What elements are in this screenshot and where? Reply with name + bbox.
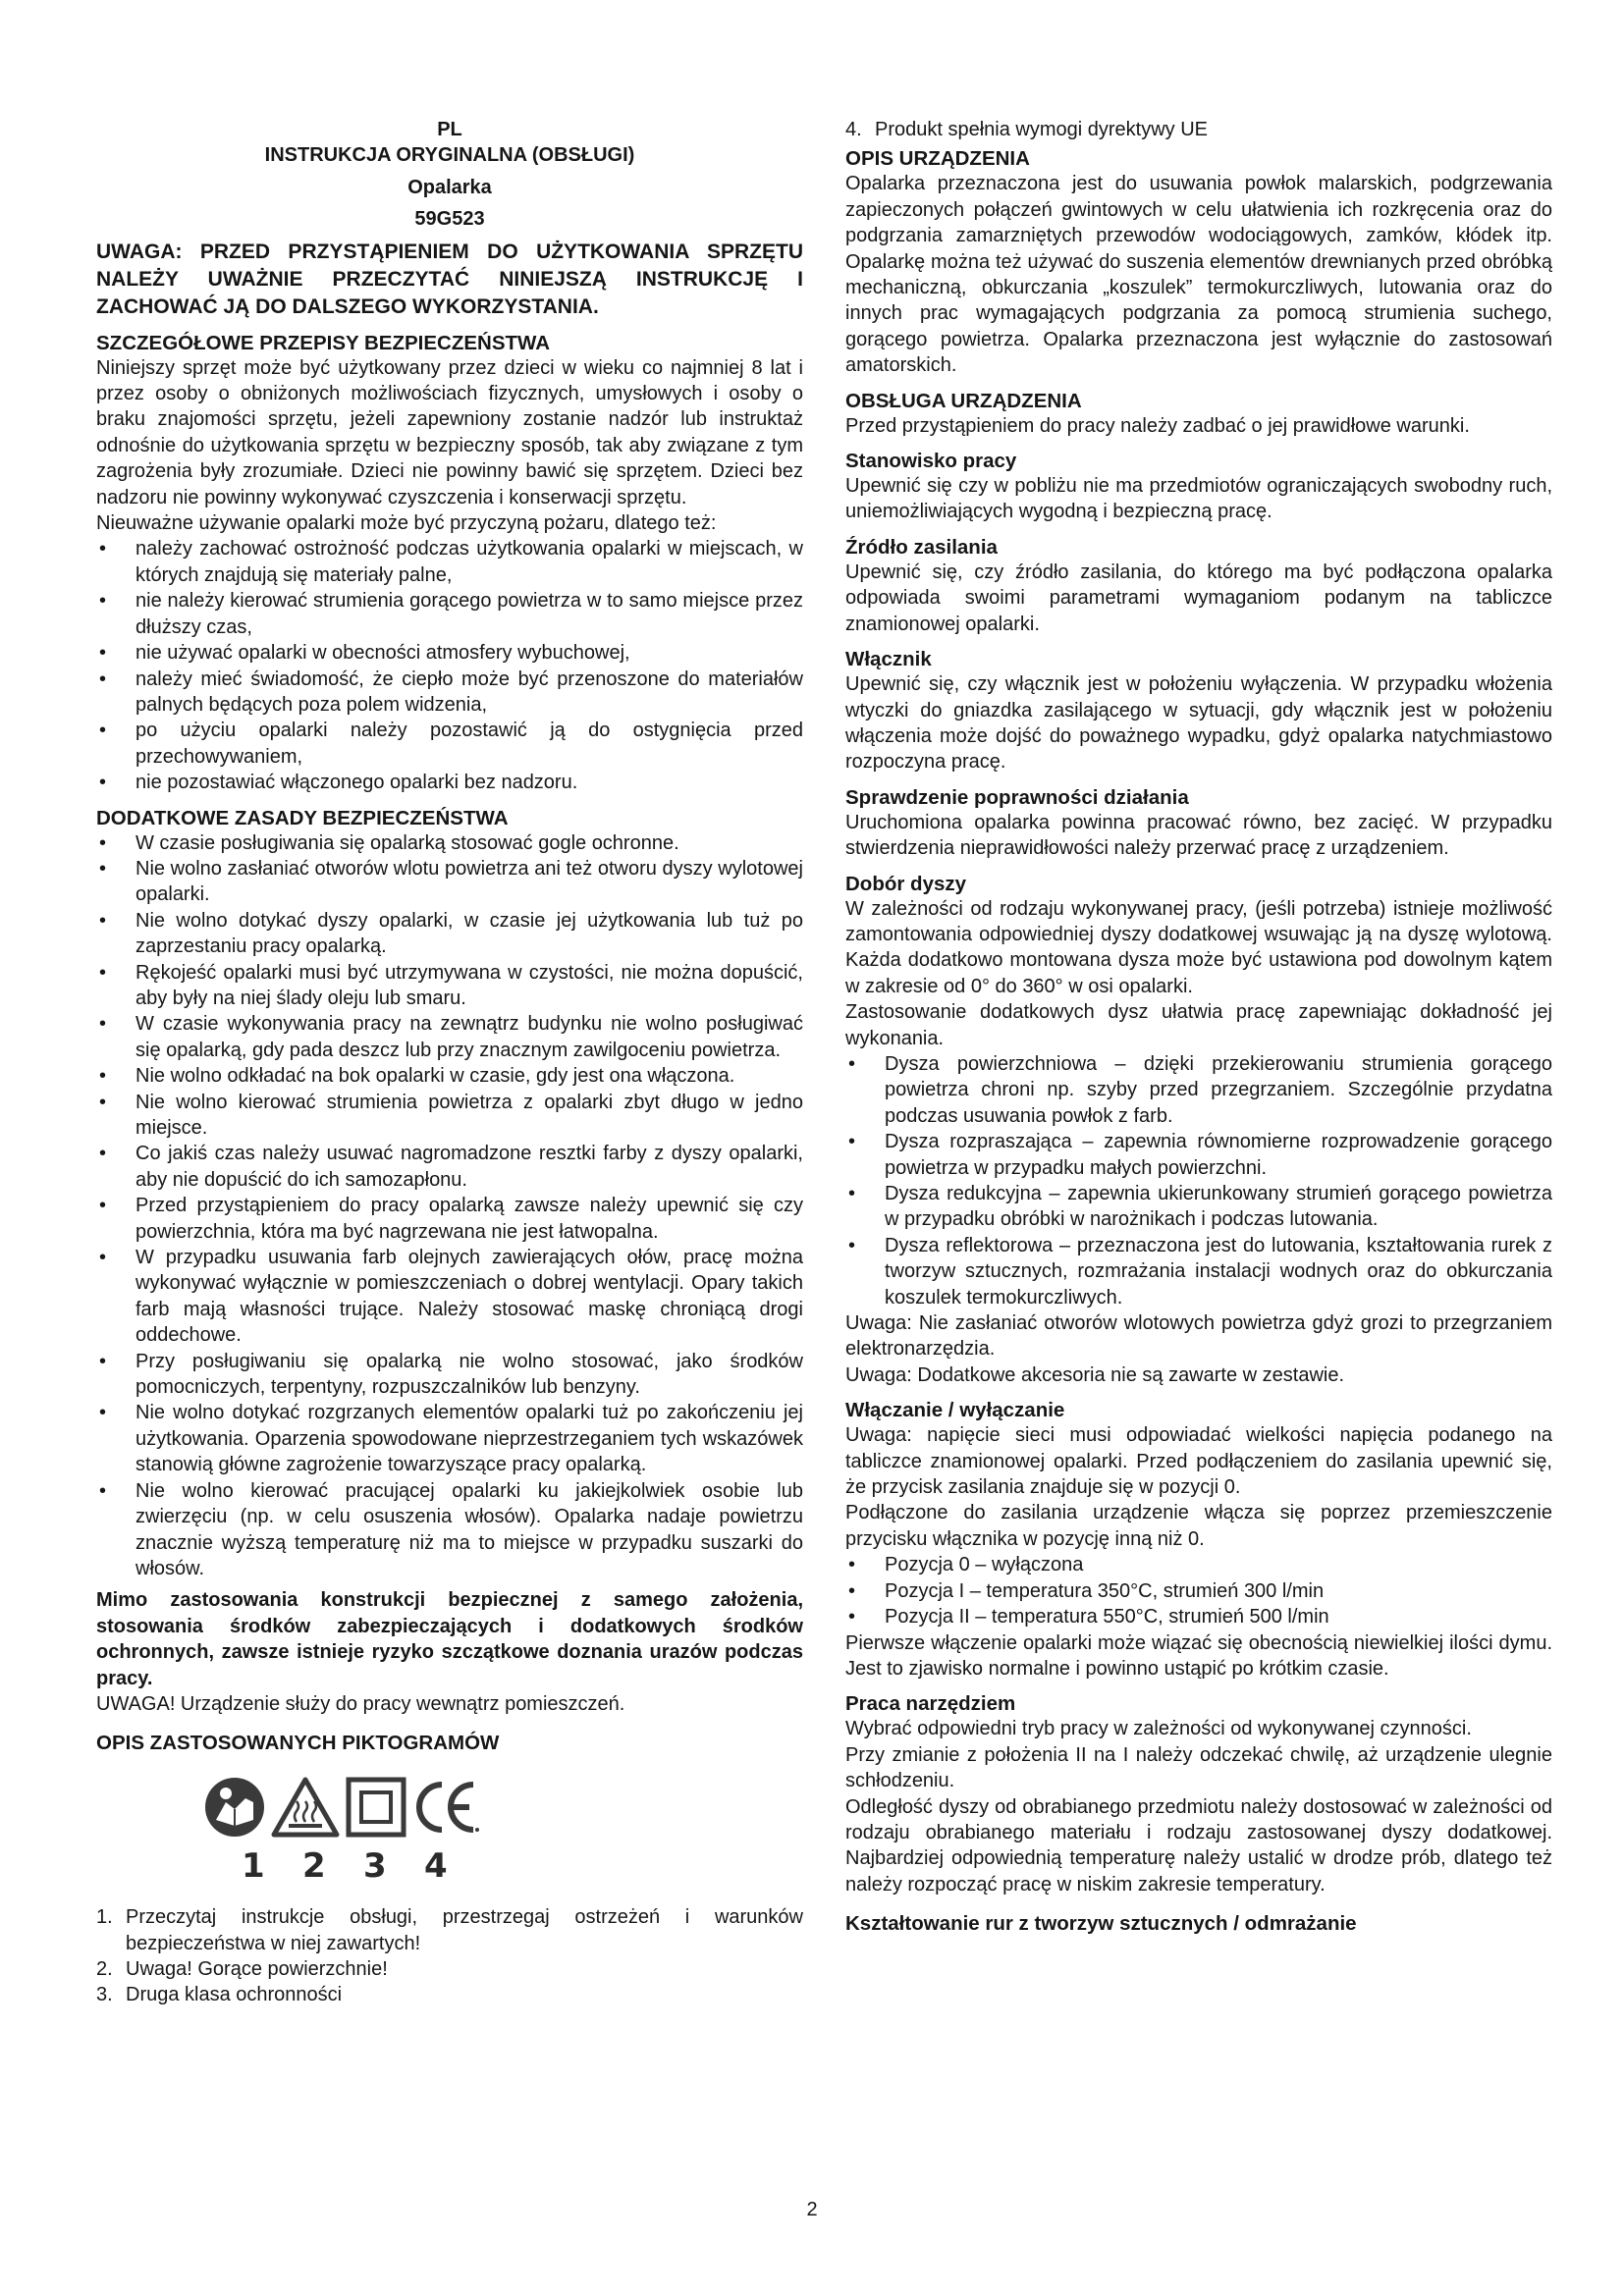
power-text: Upewnić się, czy źródło zasilania, do którego ma być podłączona opalarka odpowiada swoimi parametrami wymaganiom podanym na tabliczce znamionowej opalarki. — [845, 561, 1552, 635]
pictogram-desc — [845, 117, 1552, 142]
list-item: • Przed przystąpieniem do pracy opalarką zawsze należy upewnić się czy powierzchnia, która ma być nagrzewana nie jest łatwopalna. — [96, 1193, 803, 1245]
list-item: • Nie wolno odkładać na bok opalarki w czasie, gdy jest ona włączona. — [96, 1063, 803, 1089]
pictogram-number: 3 — [363, 1845, 387, 1886]
list-item: • nie pozostawiać włączonego opalarki bez nadzoru. — [96, 770, 803, 795]
list-item: • Dysza reflektorowa – przeznaczona jest do lutowania, kształtowania rurek z tworzyw sztucznych, rozmrażania instalacji wodnych oraz do obkurczania koszulek termokurczliwych. — [845, 1233, 1552, 1310]
class-ii-icon — [346, 1777, 406, 1844]
operation-title: OBSŁUGA URZĄDZENIA — [845, 389, 1082, 412]
pictogram-desc-num: 3. — [96, 1984, 113, 2006]
list-item: • Nie wolno kierować pracującej opalarki ku jakiejkolwiek osobie lub zwierzęciu (np. w celu osuszenia włosów). Opalarka nadaje powietrzu znacznie wyższą temperaturę niż ma to miejsce w przypadku suszarki do włosów. — [96, 1478, 803, 1582]
list-item: • Nie wolno dotykać dyszy opalarki, w czasie jej użytkowania lub tuż po zaprzestaniu pracy opalarką. — [96, 908, 803, 960]
pictogram-row — [204, 1777, 803, 1844]
nozzle-note: Uwaga: Dodatkowe akcesoria nie są zawarte w zestawie. — [845, 1363, 1345, 1386]
list-item: • po użyciu opalarki należy pozostawić ją do ostygnięcia przed przechowywaniem, — [96, 718, 803, 770]
safety-intro: Niniejszy sprzęt może być użytkowany przez dzieci w wieku co najmniej 8 lat i przez osoby o obniżonych możliwościach fizycznych, umysłowych i osoby o braku znajomości sprzętu, jeżeli zapewniony zostanie nadzór lub instruktaż odnośnie do użytkowania sprzętu w bezpieczny sposób, tak aby związane z tym zagrożenia były zrozumiałe. Dzieci nie powinny bawić się sprzętem. Dzieci bez nadzoru nie powinny wykonywać czyszczenia i konserwacji sprzętu. — [96, 356, 803, 508]
pictogram-desc — [96, 1956, 803, 1982]
onoff-title: Włączanie / wyłączanie — [845, 1399, 1065, 1422]
pictogram-desc-text: Uwaga! Gorące powierzchnie! — [126, 1957, 388, 1980]
right-column — [845, 117, 1552, 1936]
operation-intro: Przed przystąpieniem do pracy należy zadbać o jej prawidłowe warunki. — [845, 414, 1470, 437]
additional-title: DODATKOWE ZASADY BEZPIECZEŃSTWA — [96, 806, 509, 829]
indoor-note: UWAGA! Urządzenie służy do pracy wewnątrz pomieszczeń. — [96, 1692, 625, 1715]
hot-surface-icon — [271, 1777, 340, 1844]
safety-lead: Nieuważne używanie opalarki może być przyczyną pożaru, dlatego też: — [96, 512, 717, 535]
list-item: • W czasie wykonywania pracy na zewnątrz budynku nie wolno posługiwać się opalarką, gdy pada deszcz lub przy znacznym zawilgoceniu powietrza. — [96, 1011, 803, 1063]
model-number: 59G523 — [414, 208, 485, 231]
work-title: Praca narzędziem — [845, 1692, 1016, 1716]
shaping-title: Kształtowanie rur z tworzyw sztucznych / odmrażanie — [845, 1912, 1357, 1936]
residual-risk: Mimo zastosowania konstrukcji bezpiecznej z samego założenia, stosowania środków zabezpieczających i dodatkowych środków ochronnych, zawsze istnieje ryzyko szczątkowe doznania urazów podczas pracy. — [96, 1589, 803, 1689]
additional-list — [96, 830, 803, 1582]
list-item: • Rękojeść opalarki musi być utrzymywana w czystości, nie można dopuścić, aby były na niej ślady oleju lub smaru. — [96, 960, 803, 1012]
work-text: Odległość dyszy od obrabianego przedmiotu należy dostosować w zależności od rodzaju obrabianego materiału i rodzaju zastosowanej dyszy dodatkowej. Najbardziej odpowiednią temperaturę należy ustalić w drodze prób, dlatego też należy rozpocząć pracę w niskim zakresie temperatury. — [845, 1795, 1552, 1896]
ce-mark-icon — [412, 1777, 481, 1844]
list-item: • W czasie posługiwania się opalarką stosować gogle ochronne. — [96, 830, 803, 856]
pictograms-title: OPIS ZASTOSOWANYCH PIKTOGRAMÓW — [96, 1732, 500, 1755]
pictogram-desc — [96, 1982, 803, 2007]
list-item: • Dysza powierzchniowa – dzięki przekierowaniu strumienia gorącego powietrza chroni np. szyby przed przegrzaniem. Szczególnie przydatna podczas usuwania powłok z farb. — [845, 1051, 1552, 1129]
workplace-title: Stanowisko pracy — [845, 450, 1017, 473]
list-item: • należy zachować ostrożność podczas użytkowania opalarki w miejscach, w których znajdują się materiały palne, — [96, 536, 803, 588]
list-item: • Dysza rozpraszająca – zapewnia równomierne rozprowadzenie gorącego powietrza w przypadku małych powierzchni. — [845, 1129, 1552, 1181]
nozzle-text: W zależności od rodzaju wykonywanej pracy, (jeśli potrzeba) istnieje możliwość zamontowania odpowiedniej dyszy dodatkowej wsuwając ją na dyszę wylotową. Każda dodatkowo montowana dysza może być ustawiona pod dowolnym kątem w zakresie od 0° do 360° w osi opalarki. — [845, 897, 1552, 997]
pictogram-number: 1 — [242, 1845, 265, 1886]
onoff-text: Pierwsze włączenie opalarki może wiązać się obecnością niewielkiej ilości dymu. Jest to zjawisko normalne i powinno ustąpić po krótkim czasie. — [845, 1631, 1552, 1680]
read-manual-icon — [204, 1777, 265, 1844]
left-column — [96, 117, 803, 2008]
list-item: • nie używać opalarki w obecności atmosfery wybuchowej, — [96, 640, 803, 666]
pictogram-desc — [96, 1904, 803, 1956]
list-item: • Pozycja I – temperatura 350°C, strumień 300 l/min — [845, 1578, 1552, 1604]
list-item: • Przy posługiwaniu się opalarką nie wolno stosować, jako środków pomocniczych, terpentyny, rozpuszczalników lub benzyny. — [96, 1349, 803, 1401]
check-text: Uruchomiona opalarka powinna pracować równo, bez zacięć. W przypadku stwierdzenia nieprawidłowości należy przerwać pracę z urządzeniem. — [845, 811, 1552, 860]
product-name: Opalarka — [407, 176, 492, 198]
work-text: Przy zmianie z położenia II na I należy odczekać chwilę, aż urządzenie ulegnie schłodzeniu. — [845, 1743, 1552, 1792]
list-item: • Nie wolno kierować strumienia powietrza z opalarki zbyt długo w jedno miejsce. — [96, 1090, 803, 1142]
pictogram-number: 4 — [424, 1845, 448, 1886]
switch-title: Włącznik — [845, 648, 932, 671]
pictogram-desc-num: 1. — [96, 1906, 113, 1929]
nozzle-list — [845, 1051, 1552, 1310]
pictogram-desc-num: 2. — [96, 1957, 113, 1980]
page-number: 2 — [806, 2199, 818, 2220]
description-title: OPIS URZĄDZENIA — [845, 147, 1030, 171]
pictogram-desc-text: Druga klasa ochronności — [126, 1984, 343, 2006]
workplace-text: Upewnić się czy w pobliżu nie ma przedmiotów ograniczających swobodny ruch, uniemożliwiających wygodną i bezpieczną pracę. — [845, 475, 1552, 523]
list-item: • Nie wolno dotykać rozgrzanych elementów opalarki tuż po zakończeniu jej użytkowania. Oparzenia spowodowane nieprzestrzeganiem tych wskazówek stanowią główne zagrożenie towarzyszące pracy opalarką. — [96, 1400, 803, 1477]
pictogram-desc-text: Produkt spełnia wymogi dyrektywy UE — [875, 119, 1209, 140]
lang-code: PL — [437, 119, 462, 140]
doc-title: INSTRUKCJA ORYGINALNA (OBSŁUGI) — [264, 144, 635, 167]
list-item: • nie należy kierować strumienia gorącego powietrza w to samo miejsce przez dłuższy czas, — [96, 588, 803, 640]
safety-title: SZCZEGÓŁOWE PRZEPISY BEZPIECZEŃSTWA — [96, 331, 551, 354]
list-item: • W przypadku usuwania farb olejnych zawierających ołów, pracę można wykonywać wyłącznie w pomieszczeniach o dobrej wentylacji. Opary takich farb mają własności trujące. Należy stosować maskę chroniącą drogi oddechowe. — [96, 1245, 803, 1349]
check-title: Sprawdzenie poprawności działania — [845, 785, 1189, 809]
onoff-text: Podłączone do zasilania urządzenie włącza się poprzez przemieszczenie przycisku włącznika w pozycję inną niż 0. — [845, 1502, 1552, 1550]
safety-list — [96, 536, 803, 795]
onoff-text: Uwaga: napięcie sieci musi odpowiadać wielkości napięcia podanego na tabliczce znamionowej opalarki. Przed podłączeniem do zasilania upewnić się, że przycisk zasilania znajduje się w pozycji 0. — [845, 1424, 1552, 1499]
pictogram-number: 2 — [302, 1845, 326, 1886]
warning-heading: UWAGA: PRZED PRZYSTĄPIENIEM DO UŻYTKOWANIA SPRZĘTU NALEŻY UWAŻNIE PRZECZYTAĆ NINIEJSZĄ INSTRUKCJĘ I ZACHOWAĆ JĄ DO DALSZEGO WYKORZYSTANIA. — [96, 240, 803, 318]
nozzle-note: Uwaga: Nie zasłaniać otworów wlotowych powietrza gdyż grozi to przegrzaniem elektronarzędzia. — [845, 1312, 1552, 1361]
list-item: • Nie wolno zasłaniać otworów wlotu powietrza ani też otworu dyszy wylotowej opalarki. — [96, 856, 803, 908]
list-item: • Pozycja 0 – wyłączona — [845, 1552, 1552, 1577]
work-text: Wybrać odpowiedni tryb pracy w zależności od wykonywanej czynności. — [845, 1718, 1472, 1740]
list-item: • należy mieć świadomość, że ciepło może być przenoszone do materiałów palnych będących poza polem widzenia, — [96, 667, 803, 719]
switch-text: Upewnić się, czy włącznik jest w położeniu wyłączenia. W przypadku włożenia wtyczki do gniazdka zasilającego w sytuacji, gdy włącznik jest w położeniu włączenia może dojść do poważnego wypadku, gdyż opalarka natychmiastowo rozpoczyna pracę. — [845, 673, 1552, 774]
nozzle-title: Dobór dyszy — [845, 872, 967, 895]
onoff-list — [845, 1552, 1552, 1629]
list-item: • Pozycja II – temperatura 550°C, strumień 500 l/min — [845, 1604, 1552, 1629]
pictogram-desc-text: Przeczytaj instrukcje obsługi, przestrzegaj ostrzeżeń i warunków bezpieczeństwa w niej zawartych! — [126, 1906, 803, 1954]
list-item: • Dysza redukcyjna – zapewnia ukierunkowany strumień gorącego powietrza w przypadku obróbki w narożnikach i podczas lutowania. — [845, 1181, 1552, 1233]
pictogram-desc-num: 4. — [845, 119, 862, 140]
nozzle-text: Zastosowanie dodatkowych dysz ułatwia pracę zapewniając dokładność jej wykonania. — [845, 1001, 1552, 1049]
pictogram-numbers — [242, 1845, 803, 1886]
description-text: Opalarka przeznaczona jest do usuwania powłok malarskich, podgrzewania zapieczonych połączeń gwintowych w celu ułatwienia ich rozkręcenia oraz do podgrzania zamarzniętych przewodów wodociągowych, zamków, kłódek itp. Opalarkę można też używać do suszenia elementów drewnianych przed obróbką mechaniczną, obkurczania „koszulek” termokurczliwych, lutowania oraz do innych prac wymagających podgrzania za pomocą strumienia suchego, gorącego powietrza. Opalarka przeznaczona jest wyłącznie do zastosowań amatorskich. — [845, 173, 1552, 377]
list-item: • Co jakiś czas należy usuwać nagromadzone resztki farby z dyszy opalarki, aby nie dopuścić do ich samozapłonu. — [96, 1141, 803, 1193]
power-title: Źródło zasilania — [845, 535, 998, 559]
